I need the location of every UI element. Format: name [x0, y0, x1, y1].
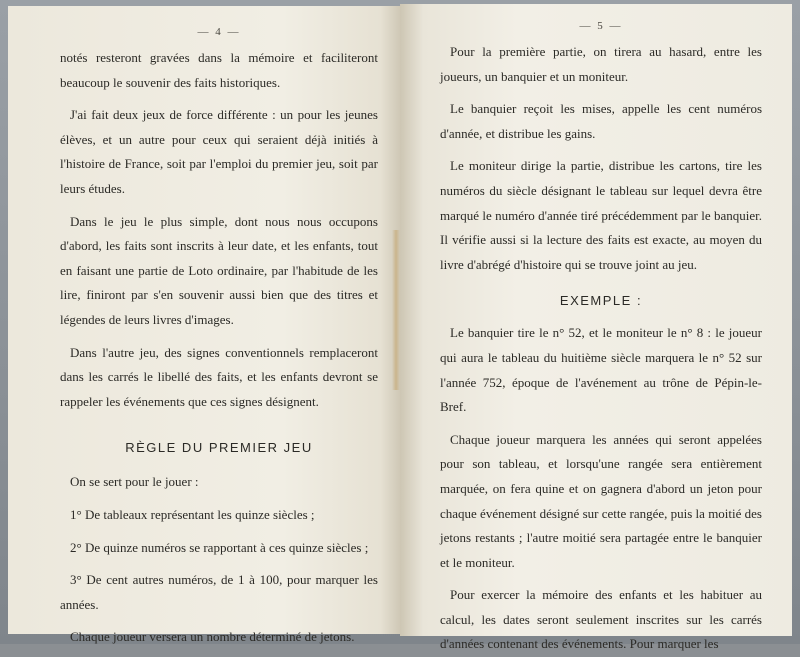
page-number-right: — 5 —: [579, 20, 623, 32]
gutter-stain: [392, 230, 400, 390]
left-paragraph-4: Dans l'autre jeu, des signes conventionnels remplaceront dans les carrés le libellé des faits, et les enfants devront se rappeler les événements que ces signes désignent.: [60, 344, 378, 409]
right-paragraph-3: Le moniteur dirige la partie, distribue les cartons, tire les numéros du siècle désignant le tableau sur lequel devra être marqué le numéro d'année tiré précédemment par le banquier. Il vérifie aussi si la lecture des faits est exacte, au moyen du livre d'abrégé d'histoire qui se trouve joint au jeu.: [440, 158, 762, 272]
rule-item-3: 3° De cent autres numéros, de 1 à 100, pour marquer les années.: [60, 572, 378, 612]
rule-intro: On se sert pour le jouer :: [70, 474, 199, 490]
rule-item-2: 2° De quinze numéros se rapportant à ces quinze siècles ;: [70, 539, 369, 555]
right-paragraph-2: Le banquier reçoit les mises, appelle les cent numéros d'année, et distribue les gains.: [440, 101, 762, 141]
left-paragraph-1: notés resteront gravées dans la mémoire et faciliteront beaucoup le souvenir des faits historiques.: [60, 50, 378, 90]
left-paragraph-2: J'ai fait deux jeux de force différente : un pour les jeunes élèves, et un autre pour ceux qui seraient déjà initiés à l'histoire de France, soit par l'emploi du premier jeu, soit par leurs études.: [60, 107, 378, 196]
example-paragraph-3: Pour exercer la mémoire des enfants et les habituer au calcul, les dates seront seulement inscrites sur les carrés d'années contenant des événements. Pour marquer les: [440, 587, 762, 652]
example-heading: EXEMPLE :: [559, 293, 643, 309]
example-paragraph-2: Chaque joueur marquera les années qui seront appelées pour son tableau, et lorsqu'une rangée sera entièrement marquée, on fera quine et on gagnera d'abord un jeton pour chaque événement désigné sur cette rangée, puis la moitié des jetons restants ; l'autre moitié sera partagée entre le banquier et le moniteur.: [440, 431, 762, 570]
rule-item-1: 1° De tableaux représentant les quinze siècles ;: [70, 506, 315, 522]
left-paragraph-3: Dans le jeu le plus simple, dont nous nous occupons d'abord, les faits sont inscrits à leur date, et les enfants, tout en faisant une partie de Loto ordinaire, par l'habitude de les lire, finiront par s'en souvenir aussi bien que des titres et légendes de leurs livres d'images.: [60, 213, 378, 327]
right-paragraph-1: Pour la première partie, on tirera au hasard, entre les joueurs, un banquier et un moniteur.: [440, 44, 762, 84]
rule-heading: RÈGLE DU PREMIER JEU: [125, 440, 313, 456]
example-paragraph-1: Le banquier tire le n° 52, et le moniteur le n° 8 : le joueur qui aura le tableau du huitième siècle marquera le n° 52 sur l'année 752, époque de l'avénement au trône de Pépin-le-Bref.: [440, 325, 762, 415]
rule-tokens: Chaque joueur versera un nombre déterminé de jetons.: [70, 629, 355, 645]
page-number-left: — 4 —: [197, 26, 241, 38]
left-page: [8, 6, 400, 645]
right-page: [400, 4, 792, 652]
